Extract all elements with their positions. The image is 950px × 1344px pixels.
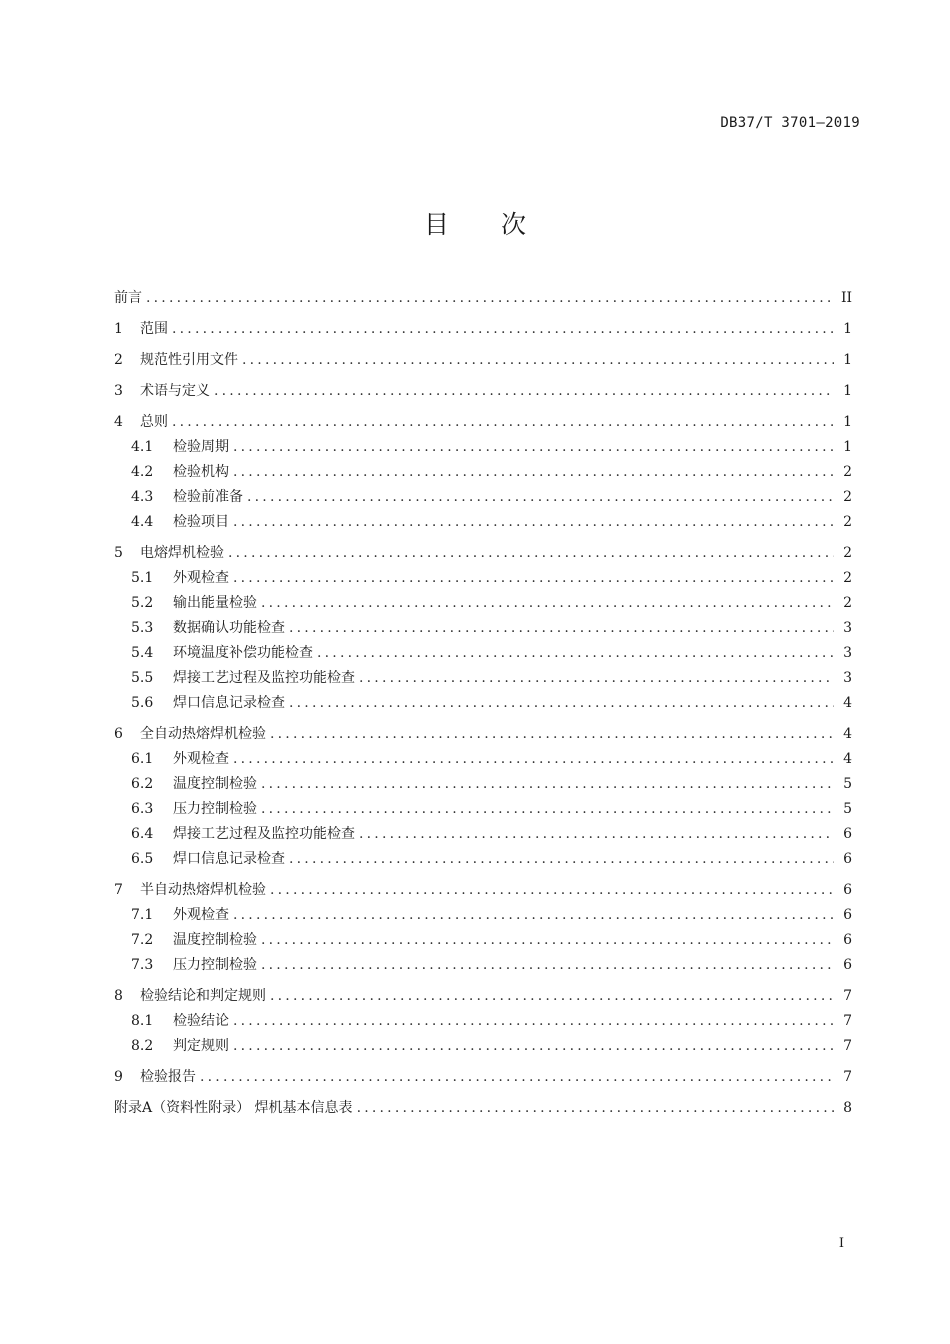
toc-entry-page: 2 bbox=[843, 570, 852, 586]
toc-dot-leader bbox=[270, 984, 834, 1009]
toc-entry-number: 7.2 bbox=[131, 932, 154, 948]
toc-entry-number: 4.3 bbox=[131, 489, 154, 505]
toc-entry[interactable] bbox=[114, 379, 852, 404]
toc-entry-page: 7 bbox=[843, 1038, 852, 1054]
toc-dot-leader bbox=[261, 953, 834, 978]
toc-entry[interactable] bbox=[114, 878, 852, 903]
toc-entry-page: 4 bbox=[843, 751, 852, 767]
toc-entry-number: 8.2 bbox=[131, 1038, 154, 1054]
toc-entry[interactable] bbox=[114, 847, 852, 872]
toc-entry-label: 焊接工艺过程及监控功能检查 bbox=[173, 670, 355, 686]
toc-entry-number: 6.1 bbox=[131, 751, 154, 767]
toc-entry-page: 7 bbox=[843, 988, 852, 1004]
toc-dot-leader bbox=[233, 566, 834, 591]
toc-dot-leader bbox=[289, 847, 834, 872]
toc-entry[interactable] bbox=[114, 591, 852, 616]
toc-entry-number: 6.5 bbox=[131, 851, 154, 867]
toc-entry-label: 温度控制检验 bbox=[173, 932, 257, 948]
toc-entry-number: 4.2 bbox=[131, 464, 154, 480]
toc-entry-page: 6 bbox=[843, 826, 852, 842]
toc-entry-page: 6 bbox=[843, 957, 852, 973]
toc-dot-leader bbox=[242, 348, 834, 373]
toc-entry[interactable] bbox=[114, 460, 852, 485]
toc-entry-number: 5.4 bbox=[131, 645, 154, 661]
toc-dot-leader bbox=[233, 903, 834, 928]
toc-entry-number: 4.1 bbox=[131, 439, 154, 455]
toc-entry-label: 半自动热熔焊机检验 bbox=[140, 882, 266, 898]
toc-dot-leader bbox=[289, 616, 834, 641]
toc-entry-number: 7.3 bbox=[131, 957, 154, 973]
toc-entry[interactable] bbox=[114, 722, 852, 747]
toc-dot-leader bbox=[247, 485, 834, 510]
toc-dot-leader bbox=[233, 435, 834, 460]
toc-entry-page: 1 bbox=[843, 352, 852, 368]
toc-entry-label: 焊口信息记录检查 bbox=[173, 851, 285, 867]
toc-entry-label: 检验结论 bbox=[173, 1013, 229, 1029]
toc-entry-label: 附录A（资料性附录） 焊机基本信息表 bbox=[114, 1100, 353, 1116]
toc-entry[interactable] bbox=[114, 797, 852, 822]
toc-entry-page: 6 bbox=[843, 851, 852, 867]
toc-entry-label: 输出能量检验 bbox=[173, 595, 257, 611]
toc-entry-label: 焊口信息记录检查 bbox=[173, 695, 285, 711]
toc-entry[interactable] bbox=[114, 984, 852, 1009]
toc-dot-leader bbox=[289, 691, 834, 716]
toc-entry-label: 检验前准备 bbox=[173, 489, 243, 505]
toc-entry-label: 电熔焊机检验 bbox=[140, 545, 224, 561]
toc-dot-leader bbox=[359, 822, 834, 847]
toc-dot-leader bbox=[172, 410, 834, 435]
toc-entry-page: 7 bbox=[843, 1069, 852, 1085]
toc-entry-number: 9 bbox=[114, 1069, 123, 1085]
toc-entry-label: 规范性引用文件 bbox=[140, 352, 238, 368]
toc-entry[interactable] bbox=[114, 903, 852, 928]
toc-entry-page: 2 bbox=[843, 489, 852, 505]
toc-entry-page: 2 bbox=[843, 464, 852, 480]
toc-entry-number: 4.4 bbox=[131, 514, 154, 530]
toc-entry-page: 3 bbox=[843, 670, 852, 686]
toc-entry-label: 范围 bbox=[140, 321, 168, 337]
toc-dot-leader bbox=[200, 1065, 834, 1090]
toc-entry[interactable] bbox=[114, 510, 852, 535]
toc-entry-number: 6.4 bbox=[131, 826, 154, 842]
toc-entry-page: 1 bbox=[843, 439, 852, 455]
toc-entry[interactable] bbox=[114, 822, 852, 847]
toc-dot-leader bbox=[228, 541, 834, 566]
toc-entry-label: 全自动热熔焊机检验 bbox=[140, 726, 266, 742]
toc-entry-label: 检验机构 bbox=[173, 464, 229, 480]
toc-entry-number: 6.2 bbox=[131, 776, 154, 792]
toc-entry-label: 检验结论和判定规则 bbox=[140, 988, 266, 1004]
toc-entry-label: 前言 bbox=[114, 290, 142, 306]
toc-dot-leader bbox=[233, 1034, 834, 1059]
page-title: 目 次 bbox=[424, 210, 548, 239]
toc-entry[interactable] bbox=[114, 485, 852, 510]
toc-entry-page: 3 bbox=[843, 645, 852, 661]
toc-entry-label: 术语与定义 bbox=[140, 383, 210, 399]
toc-entry-page: 1 bbox=[843, 414, 852, 430]
toc-entry-number: 2 bbox=[114, 352, 123, 368]
toc-dot-leader bbox=[357, 1096, 834, 1121]
toc-dot-leader bbox=[270, 722, 834, 747]
toc-entry-number: 4 bbox=[114, 414, 123, 430]
toc-entry[interactable] bbox=[114, 541, 852, 566]
toc-entry-page: 6 bbox=[843, 882, 852, 898]
toc-entry[interactable] bbox=[114, 410, 852, 435]
document-code: DB37/T 3701—2019 bbox=[720, 115, 860, 131]
toc-entry-number: 5 bbox=[114, 545, 123, 561]
toc-entry-page: 1 bbox=[843, 383, 852, 399]
toc-dot-leader bbox=[233, 747, 834, 772]
toc-entry-page: II bbox=[840, 290, 852, 306]
toc-entry[interactable] bbox=[114, 1009, 852, 1034]
page-number: I bbox=[838, 1236, 844, 1251]
toc-entry-label: 检验周期 bbox=[173, 439, 229, 455]
toc-dot-leader bbox=[233, 460, 834, 485]
toc-entry-label: 外观检查 bbox=[173, 907, 229, 923]
toc-dot-leader bbox=[270, 878, 834, 903]
toc-dot-leader bbox=[172, 317, 834, 342]
table-of-contents bbox=[114, 286, 852, 1121]
toc-dot-leader bbox=[233, 1009, 834, 1034]
toc-entry-number: 1 bbox=[114, 321, 123, 337]
toc-entry-number: 8 bbox=[114, 988, 123, 1004]
toc-entry-label: 环境温度补偿功能检查 bbox=[173, 645, 313, 661]
toc-entry-page: 5 bbox=[843, 801, 852, 817]
toc-entry-label: 判定规则 bbox=[173, 1038, 229, 1054]
toc-entry-page: 8 bbox=[843, 1100, 852, 1116]
toc-dot-leader bbox=[233, 510, 834, 535]
toc-entry[interactable] bbox=[114, 286, 852, 311]
toc-entry-label: 外观检查 bbox=[173, 751, 229, 767]
toc-dot-leader bbox=[261, 797, 834, 822]
toc-entry-label: 总则 bbox=[140, 414, 168, 430]
toc-entry[interactable] bbox=[114, 747, 852, 772]
toc-entry-page: 7 bbox=[843, 1013, 852, 1029]
toc-entry-label: 焊接工艺过程及监控功能检查 bbox=[173, 826, 355, 842]
toc-entry-page: 2 bbox=[843, 545, 852, 561]
toc-entry-label: 外观检查 bbox=[173, 570, 229, 586]
toc-entry[interactable] bbox=[114, 566, 852, 591]
toc-entry-number: 6.3 bbox=[131, 801, 154, 817]
toc-dot-leader bbox=[146, 286, 834, 311]
toc-entry-page: 6 bbox=[843, 932, 852, 948]
toc-entry[interactable] bbox=[114, 435, 852, 460]
toc-entry-label: 压力控制检验 bbox=[173, 957, 257, 973]
toc-entry[interactable] bbox=[114, 928, 852, 953]
toc-dot-leader bbox=[261, 591, 834, 616]
toc-entry-label: 压力控制检验 bbox=[173, 801, 257, 817]
toc-entry-number: 5.5 bbox=[131, 670, 154, 686]
toc-entry-page: 2 bbox=[843, 514, 852, 530]
toc-entry-page: 6 bbox=[843, 907, 852, 923]
toc-entry-label: 温度控制检验 bbox=[173, 776, 257, 792]
toc-entry[interactable] bbox=[114, 348, 852, 373]
toc-entry-page: 1 bbox=[843, 321, 852, 337]
toc-entry[interactable] bbox=[114, 772, 852, 797]
toc-entry-page: 4 bbox=[843, 695, 852, 711]
toc-entry-number: 7.1 bbox=[131, 907, 154, 923]
toc-entry[interactable] bbox=[114, 616, 852, 641]
toc-entry-page: 3 bbox=[843, 620, 852, 636]
toc-entry-page: 4 bbox=[843, 726, 852, 742]
toc-entry[interactable] bbox=[114, 953, 852, 978]
toc-entry[interactable] bbox=[114, 641, 852, 666]
toc-entry-label: 检验报告 bbox=[140, 1069, 196, 1085]
toc-dot-leader bbox=[261, 772, 834, 797]
toc-entry-number: 7 bbox=[114, 882, 123, 898]
toc-entry[interactable] bbox=[114, 317, 852, 342]
toc-entry[interactable] bbox=[114, 666, 852, 691]
toc-dot-leader bbox=[261, 928, 834, 953]
toc-entry[interactable] bbox=[114, 1034, 852, 1059]
toc-dot-leader bbox=[214, 379, 834, 404]
toc-entry-number: 5.3 bbox=[131, 620, 154, 636]
toc-entry-label: 数据确认功能检查 bbox=[173, 620, 285, 636]
toc-dot-leader bbox=[359, 666, 834, 691]
toc-entry[interactable] bbox=[114, 1096, 852, 1121]
toc-entry-page: 2 bbox=[843, 595, 852, 611]
toc-entry-page: 5 bbox=[843, 776, 852, 792]
toc-entry-label: 检验项目 bbox=[173, 514, 229, 530]
toc-entry-number: 8.1 bbox=[131, 1013, 154, 1029]
toc-entry-number: 5.2 bbox=[131, 595, 154, 611]
toc-dot-leader bbox=[317, 641, 834, 666]
toc-entry-number: 6 bbox=[114, 726, 123, 742]
toc-entry[interactable] bbox=[114, 691, 852, 716]
toc-entry-number: 5.6 bbox=[131, 695, 154, 711]
toc-entry[interactable] bbox=[114, 1065, 852, 1090]
toc-entry-number: 3 bbox=[114, 383, 123, 399]
toc-entry-number: 5.1 bbox=[131, 570, 154, 586]
